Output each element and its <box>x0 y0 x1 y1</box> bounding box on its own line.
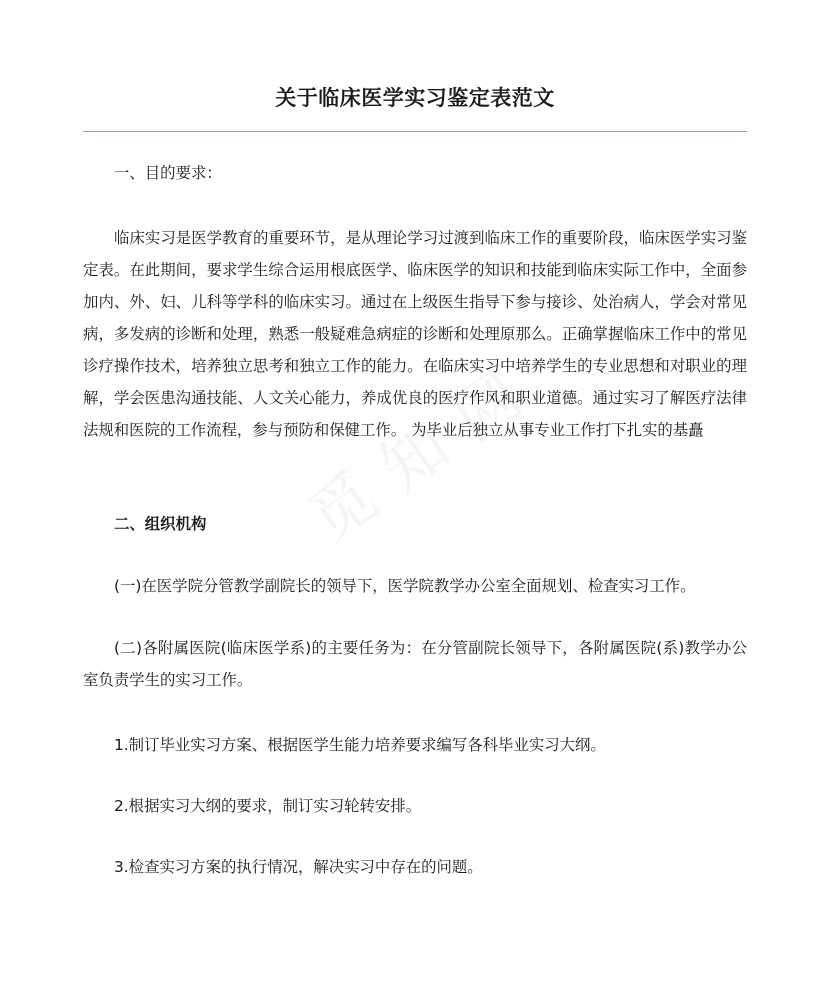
list-item-3: 3.检查实习方案的执行情况，解决实习中存在的问题。 <box>114 858 483 876</box>
section-2-paragraph-2: (二)各附属医院(临床医学系)的主要任务为：在分管副院长领导下，各附属医院(系)教学办公室负责学生的实习工作。 <box>83 639 747 689</box>
section-2-paragraph-1: (一)在医学院分管教学副院长的领导下，医学院教学办公室全面规划、检查实习工作。 <box>114 577 696 595</box>
list-item-2: 2.根据实习大纲的要求，制订实习轮转安排。 <box>114 797 422 815</box>
title-divider <box>83 131 747 132</box>
section-1-heading: 一、目的要求： <box>114 164 222 182</box>
document-title: 关于临床医学实习鉴定表范文 <box>275 86 555 110</box>
section-1-body: 临床实习是医学教育的重要环节，是从理论学习过渡到临床工作的重要阶段，临床医学实习鉴定表。在此期间，要求学生综合运用根底医学、临床医学的知识和技能到临床实际工作中，全面参加内、外、妇、儿科等学科的临床实习。通过在上级医生指导下参与接诊、处治病人，学会对常见病，多发病的诊断和处理，熟悉一般疑难急病症的诊断和处理原那么。正确掌握临床工作中的常见诊疗操作技术，培养独立思考和独立工作的能力。在临床实习中培养学生的专业思想和对职业的理解，学会医患沟通技能、人文关心能力，养成优良的医疗作风和职业道德。通过实习了解医疗法律法规和医院的工作流程，参与预防和保健工作。 为毕业后独立从事专业工作打下扎实的基矗 <box>83 229 747 439</box>
section-2-heading: 二、组织机构 <box>114 515 207 533</box>
list-item-1: 1.制订毕业实习方案、根据医学生能力培养要求编写各科毕业实习大纲。 <box>114 736 606 754</box>
